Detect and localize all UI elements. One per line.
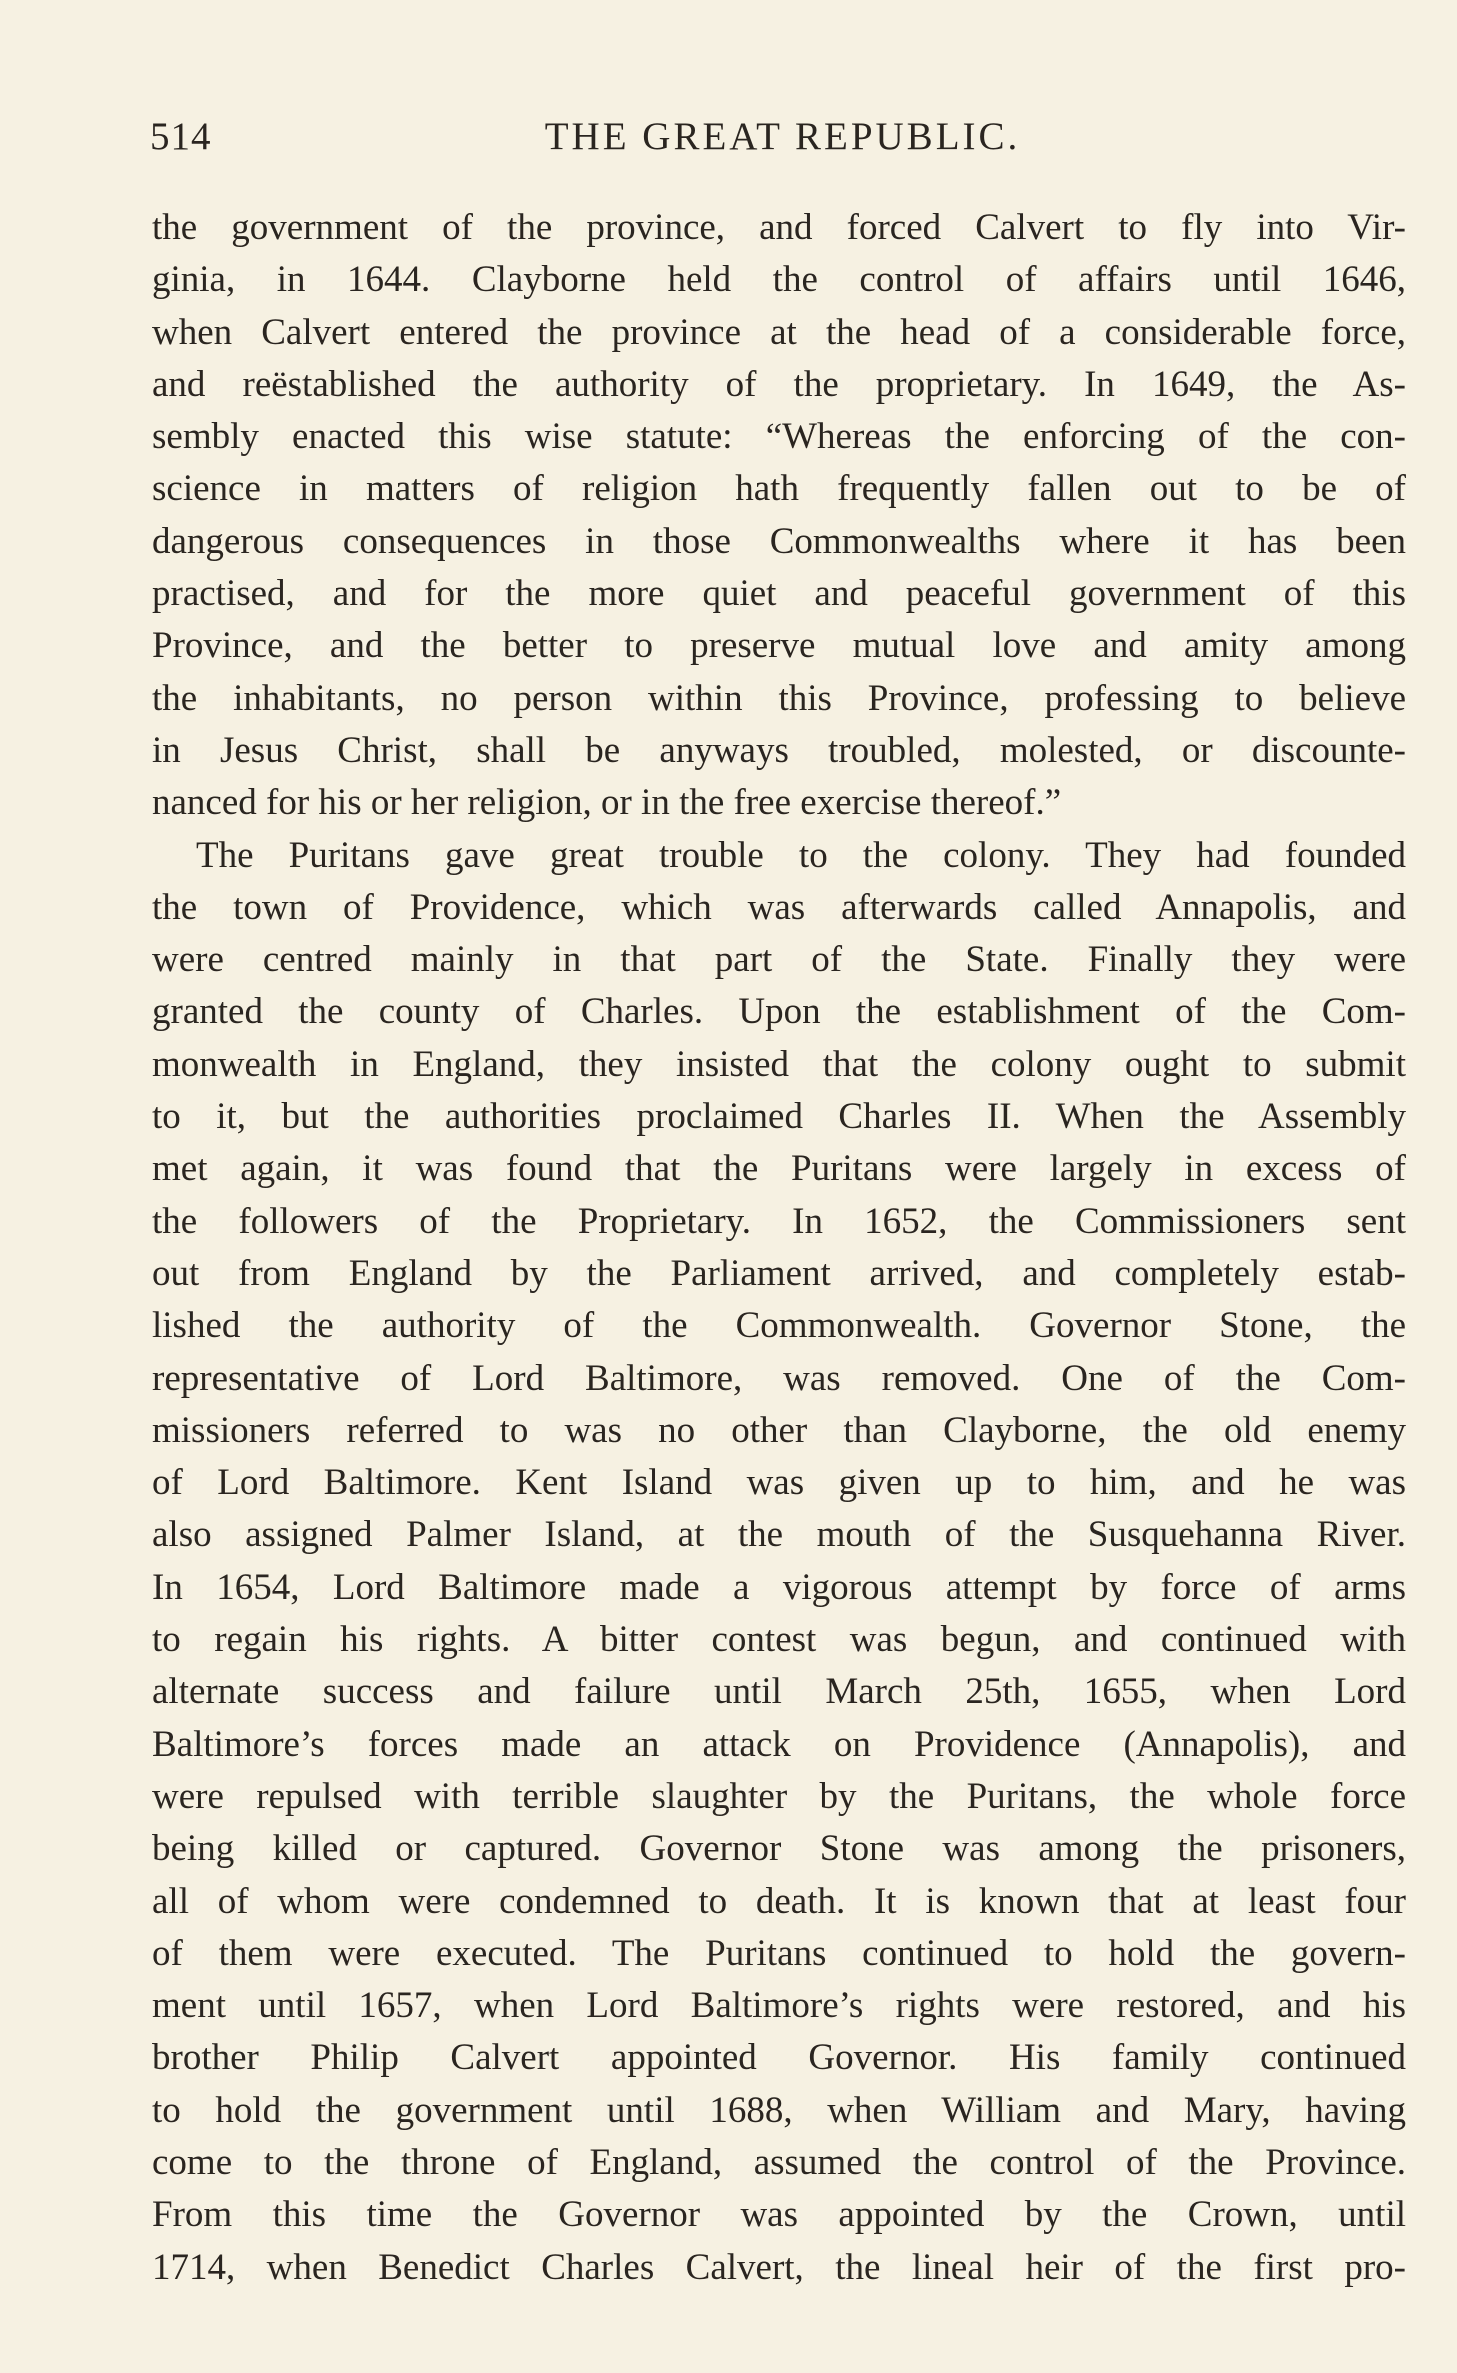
text-line: come to the throne of England, assumed the control of the Province. xyxy=(152,2141,1406,2183)
text-line: when Calvert entered the province at the head of a considerable force, xyxy=(152,311,1406,353)
text-line: lished the authority of the Commonwealth. Governor Stone, the xyxy=(152,1305,1406,1347)
text-line: of Lord Baltimore. Kent Island was given up to him, and he was xyxy=(152,1462,1406,1504)
text-line: were centred mainly in that part of the State. Finally they were xyxy=(152,939,1406,981)
text-line: and reëstablished the authority of the proprietary. In 1649, the As- xyxy=(152,363,1406,405)
text-line: to hold the government until 1688, when William and Mary, having xyxy=(152,2089,1406,2131)
text-line: Province, and the better to preserve mutual love and amity among xyxy=(152,625,1406,667)
text-line: of them were executed. The Puritans continued to hold the govern- xyxy=(152,1932,1406,1974)
text-line: representative of Lord Baltimore, was removed. One of the Com- xyxy=(152,1357,1406,1399)
text-line: in Jesus Christ, shall be anyways troubled, molested, or discounte- xyxy=(152,729,1406,771)
text-line: practised, and for the more quiet and peaceful government of this xyxy=(152,573,1406,615)
running-head: THE GREAT REPUBLIC. xyxy=(544,115,1021,158)
text-line: The Puritans gave great trouble to the colony. They had founded xyxy=(196,834,1406,876)
text-line: ginia, in 1644. Clayborne held the control of affairs until 1646, xyxy=(152,259,1406,301)
text-line: In 1654, Lord Baltimore made a vigorous attempt by force of arms xyxy=(152,1566,1406,1608)
text-line: the inhabitants, no person within this Province, professing to believe xyxy=(152,677,1406,719)
text-line: granted the county of Charles. Upon the establishment of the Com- xyxy=(152,991,1406,1033)
text-line: all of whom were condemned to death. It is known that at least four xyxy=(152,1880,1406,1922)
text-line: missioners referred to was no other than Clayborne, the old enemy xyxy=(152,1409,1406,1451)
text-line: 1714, when Benedict Charles Calvert, the lineal heir of the first pro- xyxy=(152,2246,1406,2288)
text-line: sembly enacted this wise statute: “Whereas the enforcing of the con- xyxy=(152,416,1406,458)
body-text xyxy=(152,202,1406,2294)
text-line: the government of the province, and forced Calvert to fly into Vir- xyxy=(152,207,1406,248)
text-line: met again, it was found that the Puritans were largely in excess of xyxy=(152,1148,1406,1190)
text-line: the followers of the Proprietary. In 1652, the Commissioners sent xyxy=(152,1200,1406,1242)
text-line: dangerous consequences in those Commonwealths where it has been xyxy=(152,520,1406,562)
text-line: being killed or captured. Governor Stone was among the prisoners, xyxy=(152,1828,1406,1870)
text-line: brother Philip Calvert appointed Governor. His family continued xyxy=(152,2037,1406,2079)
text-line: monwealth in England, they insisted that the colony ought to submit xyxy=(152,1043,1406,1085)
text-line: were repulsed with terrible slaughter by the Puritans, the whole force xyxy=(152,1775,1406,1817)
page-header xyxy=(150,114,1415,174)
text-line: the town of Providence, which was afterwards called Annapolis, and xyxy=(152,886,1406,928)
text-line: From this time the Governor was appointed by the Crown, until xyxy=(152,2194,1406,2236)
text-line: to it, but the authorities proclaimed Charles II. When the Assembly xyxy=(152,1096,1406,1138)
text-line: to regain his rights. A bitter contest was begun, and continued with xyxy=(152,1619,1406,1661)
text-line: ment until 1657, when Lord Baltimore’s rights were restored, and his xyxy=(152,1985,1406,2027)
text-line: nanced for his or her religion, or in the free exercise thereof.” xyxy=(152,782,1062,824)
text-line: science in matters of religion hath frequently fallen out to be of xyxy=(152,468,1406,510)
text-line: out from England by the Parliament arrived, and completely estab- xyxy=(152,1252,1406,1294)
page-number: 514 xyxy=(150,115,212,158)
text-line: alternate success and failure until March 25th, 1655, when Lord xyxy=(152,1671,1406,1713)
text-line: Baltimore’s forces made an attack on Providence (Annapolis), and xyxy=(152,1723,1406,1765)
text-line: also assigned Palmer Island, at the mouth of the Susquehanna River. xyxy=(152,1514,1406,1556)
